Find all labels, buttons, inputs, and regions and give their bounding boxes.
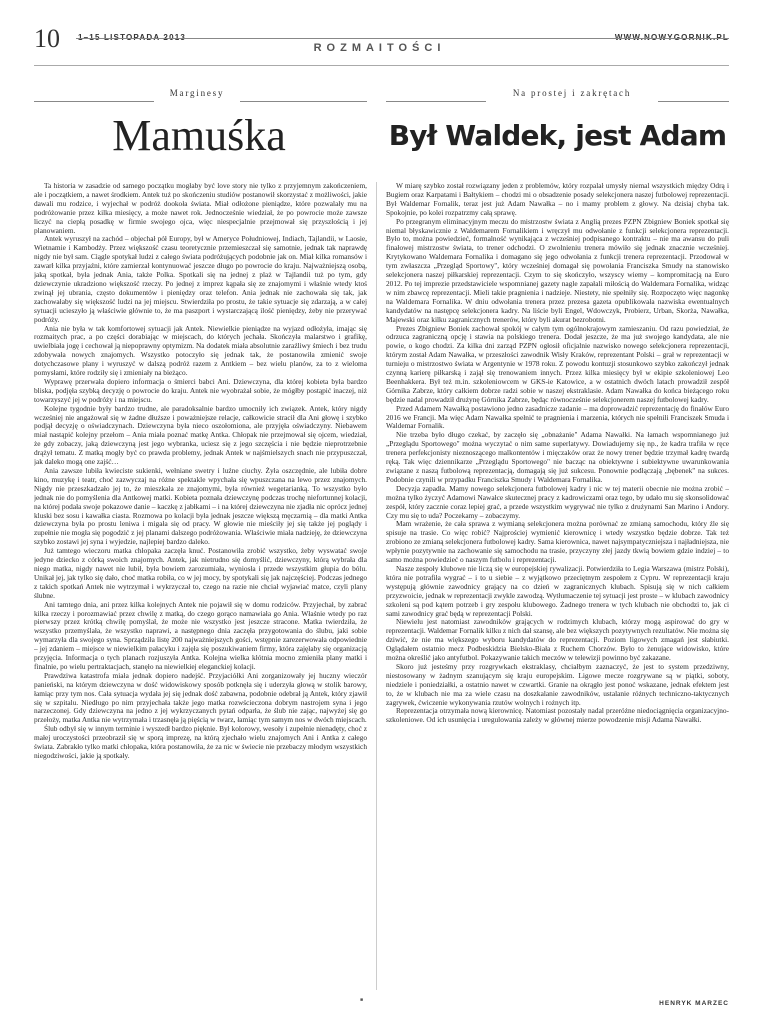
right-paragraph: Prezes Zbigniew Boniek zachował spokój w całym tym ogólnokrajowym zamieszaniu. Od razu powiedział, że odrzuca zagraniczną opcję i stawia na polskiego trenera. Dodał jeszcze, że ma już swojego kandydata, ale nie powie, o kogo chodzi. Za kilka dni zarząd PZPN ogłosił oficjalnie nazwisko nowego selekcjonera reprezentacji, którym został Adam Nawałka, w przeszłości zawodnik Wisły Kraków, reprezentant Polski – grał w reprezentacji w turnieju o mistrzostwo świata w Argentynie w 1978 roku. Z powodu kontuzji stosunkowo szybko zakończył jednak czynną karierę piłkarską i zajął się trenowaniem innych. Przez kilka miesięcy był w ekipie szkoleniowej Leo Beenhakkera. Był też m.in. szkoleniowcem w GKS-ie Katowice, a w ostatnich dwóch latach prowadził zespół Górnika Zabrze, który całkiem dobrze radzi sobie w naszej ekstraklasie. Adam Nawałka do końca bieżącego roku będzie nadal prowadził drużynę Górnika Zabrze, będąc równocześnie selekcjonerem naszej futbolowej kadry. xyxy=(386,323,729,404)
left-paragraph: Ta historia w zasadzie od samego początku mogłaby być love story nie tylko z przyjemnym zakończeniem, ale i początkiem, a nawet środkiem. Antek tuż po skończeniu studiów postanowił skorzystać z możliwości, jakie dawali mu rodzice, i wyjechał w podróż dookoła świata. Miał odłożone pieniądze, które pozwalały mu na podróżowanie przez kilka miesięcy, a może nawet rok. Jednocześnie wiedział, że po powrocie może zawsze liczyć na ciepłą posadkę w firmie swojego ojca, więc niespecjalnie przejmował się przyszłością i jej planowaniem. xyxy=(34,182,367,235)
left-paragraph: Ania zawsze lubiła kwieciste sukienki, wełniane swetry i luźne ciuchy. Żyła oszczędnie, ale lubiła dobre kino, muzykę i teatr, choć zazwyczaj na różne spektakle wpychała się wpuszczana na lewo przez znajomych. Nigdy nie przeszkadzało jej to, że mieszkała ze znajomymi, była również wegetarianką. To wszystko było jednak nie do pomyślenia dla Antkowej matki. Kobieta poznała dziewczynę podczas trochę niefortunnej kolacji, na której podała swoje pokazowe danie – kaczkę z jabłkami – i na której dziewczyna nie zjadła nic oprócz jednej kluski bez sosu i kawałka ciasta. Rozmowa po kolacji była jednak jeszcze większą męczarnią – dla matki Antka dziewczyna była po prostu leniwa i migała się od pracy. W głowie nie mieściły jej się także jej poglądy i zupełnie nie mogła się pogodzić z jej planami dalszego podróżowania. Właściwie miała nadzieję, że dziewczyna szybko zostawi jej syna i wyjedzie, najlepiej bardzo daleko. xyxy=(34,466,367,547)
left-kicker: Marginesy xyxy=(169,88,225,98)
right-paragraph: Mam wrażenie, że cała sprawa z wymianą selekcjonera można porównać ze zmianą samochodu, który źle się spisuje na trasie. Co więc robić? Najprościej wymienić kierownicę i wtedy wszystko będzie dobrze. Tak też zrobiono ze zmianą selekcjonera futbolowej kadry. Sama kierownica, nawet najsympatyczniejsza i najładniejsza, nie wpłynie pozytywnie na zachowanie się samochodu na trasie, przyczyny złej jazdy tkwią bowiem gdzie indziej – to samo można powiedzieć o naszym futbolu i reprezentacji. xyxy=(386,519,729,565)
right-paragraph: Niewielu jest natomiast zawodników grających w rodzimych klubach, którzy mogą aspirować do gry w reprezentacji. Waldemar Fornalik kilku z nich dał szansę, ale bez większych pozytywnych rezultatów. Nie można się dziwić, że nie ma większego wyboru kandydatów do reprezentacji. Poziom ligowych zmagań jest słabiutki. Oglądałem ostatnio mecz Podbeskidzia Bielsko-Biała z Ruchem Chorzów. Było to żenujące widowisko, które można określić jako antyfutbol. Pokazywanie takich meczów w telewizji powinno być zakazane. xyxy=(386,617,729,663)
kicker-rule-right-b xyxy=(658,101,729,102)
header-rule xyxy=(76,38,729,39)
page-number: 10 xyxy=(34,24,60,53)
left-article-title: Mamuśka xyxy=(112,111,286,160)
left-paragraph: Antek wyruszył na zachód – objechał pół Europy, był w Ameryce Południowej, Indiach, Tajlandii, w Laosie, Wietnamie i Kambodży. Przez większość czasu teoretycznie przemieszczał się samotnie, jednak tak naprawdę nigdy nie był sam. Ciągle spotykał ludzi z całego świata podróżujących podobnie jak on. Miał kilka romansów i zawarł kilka przyjaźni, które zamierzał kontynuować jeszcze długo po powrocie do kraju. Najważniejszą osobą, jaką spotkał, była jednak Ania, także Polka. Spotkali się na jednej z plaż w Tajlandii tuż po tym, gdy dziewczynie ukradziono większość rzeczy. Po jednej z imprez kąpała się ze znajomymi i właśnie wtedy ktoś zwinął jej ubrania, często dokumentów i pieniędzy oraz telefon. Ania jednak nie zachowała się tak, jak zachowałaby się większość ludzi na jej miejscu. Stwierdziła po prostu, że takie sytuacje się zdarzają, a w całej sytuacji ucieszyło ją właściwie głównie to, że ma paszport i wystarczającą ilość pieniędzy, żeby nie przerywać podróży. xyxy=(34,234,367,324)
right-article-title: Był Waldek, jest Adam xyxy=(388,119,727,152)
issue-date: 1–15 LISTOPADA 2013 xyxy=(78,33,187,42)
section-title: ROZMAITOŚCI xyxy=(313,42,446,54)
right-paragraph: W miarę szybko został rozwiązany jeden z problemów, który rozpalał umysły niemal wszystkich między Odrą i Bugiem oraz Karpatami i Bałtykiem – chodzi mi o obsadzenie posady selekcjonera naszej futbolowej reprezentacji. Był Waldemar Fornalik, teraz jest już Adam Nawałka – no i mamy problem z głowy. Na dzisiaj chyba tak. Spokojnie, po kolei rozpatrzmy całą sprawę. xyxy=(386,182,729,217)
right-kicker: Na prostej i zakrętach xyxy=(512,88,632,98)
column-divider xyxy=(376,182,377,990)
right-paragraph: Decyzja zapadła. Mamy nowego selekcjonera futbolowej kadry i nic w tej materii obecnie nie można zrobić – można tylko życzyć Adamowi Nawałce skutecznej pracy z kadrowiczami oraz tego, by udało mu się skonsolidować zespół, który zacznie coraz lepiej grać, a przede wszystkim wygrywać nie tylko z drużynami San Marino i Andory. Czy mu się to uda? Poczekamy – zobaczymy. xyxy=(386,483,729,520)
right-paragraph: Po przegranym eliminacyjnym meczu do mistrzostw świata z Anglią prezes PZPN Zbigniew Boniek spotkał się niemal błyskawicznie z Waldemarem Fornalikiem i wręczył mu odwołanie z funkcji selekcjonera reprezentacji. Było to, można powiedzieć, formalność wynikająca z wcześniej podpisanego kontraktu – nie ma awansu do puli finałowej mistrzostw świata, to trener odchodzi. O zwolnieniu trenera mówiło się jednak znacznie wcześniej. Krytykowano Waldemara Fornalika i domagano się jego odwołania z funkcji trenera reprezentacji. Przodował w tym zwłaszcza „Przegląd Sportowy", który wcześniej domagał się powołania Franciszka Smudy na stanowisko selekcjonera naszej piłkarskiej reprezentacji. Czym to się skończyło, wszyscy wiemy – kompromitacją na Euro 2012. Po tej imprezie przedstawiciele wspomnianej gazety nagle zapałali miłością do Waldemara Fornalika, widząc w nim zbawcę reprezentacji. Mieli takie pragnienia i nadzieje. Niestety, nie spełniły się. Rozpoczęto więc nagonkę na Waldemara Fornalika. W dniu odwołania trenera przez prezesa gazeta opublikowała nazwiska ewentualnych kandydatów na następcę selekcjonera kadry. Na liście byli Engel, Wdowczyk, Probierz, Urban, Skorża, Nawałka, Majewski oraz kilku zagranicznych trenerów, który byli akurat bezrobotni. xyxy=(386,216,729,324)
left-paragraph: Ani tamtego dnia, ani przez kilka kolejnych Antek nie pojawił się w domu rodziców. Przyjechał, by zabrać kilka rzeczy i porozmawiać przez chwilę z matką, do czego gorąco namawiała go Ania. Właśnie wtedy po raz pierwszy przez krótką chwilę pomyślał, że może nie wszystko jest jeszcze stracone. Matka twierdziła, że wszystko przemyślała, że wszystko naprawi, a następnego dnia zaczęła przygotowania do ślubu, jaki sobie wymarzyła dla swojego syna. Sprządziła listę 200 najważniejszych gości, wstępnie zarezerwowała odpowiednie – jej zdaniem – miejsce w niewielkim pałacyku i zajęła się poszukiwaniem firmy, która zajęłaby się organizacją przyjęcia. Informacja o tych planach rozjuszyła Antka. Kolejna wielka kłótnia mocno zmieniła plany matki i finalnie, po wielu pertraktacjach, stanęło na niewielkiej eleganckiej kolacji. xyxy=(34,599,367,671)
right-paragraph: Nasze zespoły klubowe nie liczą się w europejskiej rywalizacji. Potwierdziła to Legia Warszawa (mistrz Polski), która nie potrafiła wygrać – i to u siebie – z wyjątkowo przeciętnym zespołem z Cypru. W reprezentacji kraju występują głównie zawodnicy grający na co dzień w zagranicznych klubach. Spisują się w nich całkiem przyzwoicie, jednak w reprezentacji zwykle zawodzą. Wytłumaczenie tej sytuacji jest proste – w klubach zawodnicy szkoleni są pod kątem potrzeb i gry zespołu klubowego. Żadnego trenera w tych klubach nie obchodzi to, jak ci sami zawodnicy grać będą w reprezentacji Polski. xyxy=(386,563,729,618)
right-paragraph: Przed Adamem Nawałką postawiono jedno zasadnicze zadanie – ma doprowadzić reprezentację do finałów Euro 2016 we Francji. Ma więc Adam Nawałka spełnić te pragnienia i marzenia, których nie spełnili Franciszek Smuda i Waldemar Fornalik. xyxy=(386,403,729,431)
author-byline: HENRYK MARZEC xyxy=(659,1000,729,1007)
left-article-body xyxy=(34,182,367,990)
right-paragraph: Nie trzeba było długo czekać, by zaczęło się „obnażanie" Adama Nawałki. Na łamach wspomnianego już „Przeglądu Sportowego" można wyczytać o nim same superlatywy. Dowiadujemy się np., że kadra trafiła w ręce trenera perfekcjonisty nieznoszącego malkontentów i mięczaków oraz że nowy trener będzie trzymał kadrę twardą ręką. Tak więc dziennikarze „Przeglądu Sportowego" nie bacząc na obiektywne i subiektywne uwarunkowania związane z naszą futbolową reprezentacją, domagają się już sukcesu. Ponownie podłączają „bębenek" na sukces. Podobnie czynili w przypadku Franciszka Smudy i Waldemara Fornalika. xyxy=(386,430,729,484)
left-paragraph: Już tamtego wieczoru matka chłopaka zaczęła knuć. Postanowiła zrobić wszystko, żeby wyswatać swoje jedyne dziecko z córką swoich znajomych. Antek, jak nietrudno się domyślić, dziewczyny, którą wybrała dla niego matka, nigdy nawet nie lubił, była bowiem zarozumiała, wyniosła i przede wszystkim głupia do bólu. Unikał jej, jak tylko się dało, choć matka robiła, co w jej mocy, by spotykali się jak najczęściej. Podczas jednego z takich spotkań Antek nie wytrzymał i wykrzyczał to, czego na razie nie chciał wyjawiać matce, czyli plany ślubne. xyxy=(34,546,367,600)
left-paragraph: Kolejne tygodnie były bardzo trudne, ale paradoksalnie bardzo umocniły ich związek. Antek, który nigdy wcześniej nie angażował się w żadne dłuższe i poważniejsze relacje, całkowicie stracił dla Ani głowę i szybko podjął decyzję o oświadczynach. Dziewczyna była nieco oszołomiona, ale przyjęła oświadczyny. Niebawem miał nastąpić kolejny przełom – Ania miała poznać matkę Antka. Chłopak nie przejmował się ojcem, wiedział, że gdy zobaczy, jaką dziewczyną jest jego wybranka, uciesz się z jego szczęścia i nie będzie nieprotrzebnie drążył tematu. Z matką mogły być co prawda problemy, jednak Antek w najśmielszych snach nie przypuszczał, jak daleko mogą one zajść… xyxy=(34,403,367,467)
left-paragraph: Ślub odbył się w innym terminie i wyszedł bardzo pięknie. Był kolorowy, wesoły i zupełnie nienadęty, choć z małej uroczystości przeobraził się w sporą imprezę, na którą zjechało wielu znajomych Ani i Antka z całego świata. Zabrakło tylko matki chłopaka, która postanowiła, że za nic w świecie nie przebaczy młodym wszystkich niegodziwości, jakie ją spotkały. xyxy=(34,724,367,760)
kicker-rule-left-a xyxy=(34,101,154,102)
right-paragraph: Reprezentacja otrzymała nową kierownicę. Natomiast pozostały nadal przeróżne niedociągnięcia organizacyjno-szkoleniowe. Od ich usunięcia i uregulowania zależy w głównej mierze powodzenie misji Adama Nawałki. xyxy=(386,706,729,725)
left-paragraph: Prawdziwa katastrofa miała jednak dopiero nadejść. Przyjaciółki Ani zorganizowały jej huczny wieczór panieński, na którym dziewczyna w dość widowiskowy sposób potknęła się i uderzyła głową w stolik barowy, łamiąc przy tym nos. Cała sytuacja wydała jej się jednak dość zabawna, podobnie odebrał ją Antek, który zjawił się w szpitalu. Niedługo po nim przyjechała także jego matka rozwścieczona dobrym nastrojem syna i jego narzeczonej. Gdy dziewczyna na jedno z jej wykrzyczanych pytań odparła, że ślub nie zając, najwyżej się go przełoży, matka Antka nie wytrzymała i trzasnęła ją pięścią w twarz, łamiąc tym samym nos w dwóch miejscach. xyxy=(34,670,367,725)
right-article-body xyxy=(386,182,729,990)
section-rule xyxy=(34,65,729,66)
left-paragraph: Wyprawę przerwała dopiero informacja o śmierci babci Ani. Dziewczyna, dla której kobieta była bardzo bliska, podjęła szybką decyzję o powrocie do kraju. Antek nie wyobrażał sobie, że mógłby postąpić inaczej, niż towarzyszyć jej w podróży i na miejscu. xyxy=(34,376,367,404)
end-of-article-mark: ■ xyxy=(360,998,364,1003)
kicker-rule-right-a xyxy=(386,101,486,102)
left-paragraph: Ania nie była w tak komfortowej sytuacji jak Antek. Niewielkie pieniądze na wyjazd odłożyła, imając się rozmaitych prac, a po części dorabiając w miejscach, do których jechała. Skończyła malarstwo i grafikę, uwielbiała jogę i cechował ją niepoprawny optymizm. Na dodatek miała absolutnie zaraźliwy śmiech i bez trudu zdobywała nowych znajomych. Wszystko potoczyło się jednak tak, że postanowiła zmienić swoje dotychczasowe plany i wyruszyć w dalszą podróż razem z Antkiem – bez wielu planów, za to z wieloma pomysłami, które rodziły się i zmieniały na bieżąco. xyxy=(34,323,367,378)
right-paragraph: Skoro już jesteśmy przy rozgrywkach ekstraklasy, chciałbym zaznaczyć, że jest to system przedziwny, niestosowany w żadnym szanującym się kraju europejskim. Ligowe mecze rozgrywane są w piątki, soboty, niedziele i poniedziałki, a ostatnio nawet w czwartki. Granie na okrągło jest ponoć wskazane, jednak efektem jest to, że w klubach nie ma za wiele czasu na doszkalanie zawodników, ustalanie różnych techniczno-taktycznych zagrywek, ćwiczenie wykonywania rzutów wolnych i rożnych itp. xyxy=(386,661,729,707)
website-link[interactable]: WWW.NOWYGORNIK.PL xyxy=(614,33,729,42)
kicker-rule-left-b xyxy=(240,101,367,102)
